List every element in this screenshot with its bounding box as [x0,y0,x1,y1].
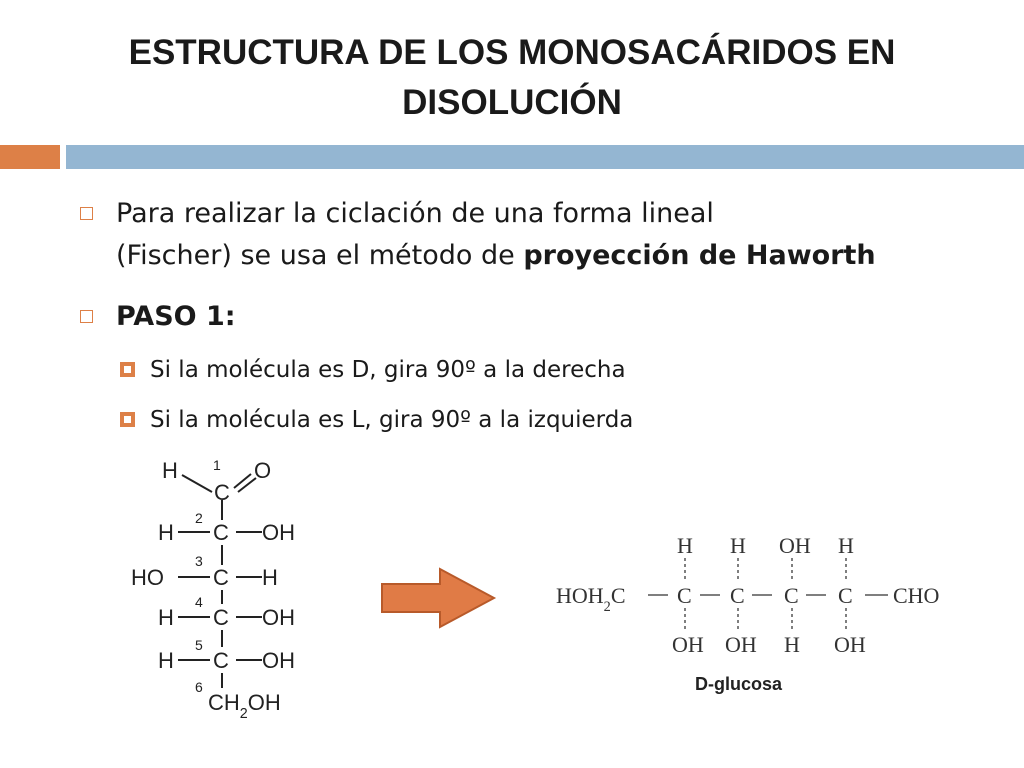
fischer-top-c: C [214,480,230,505]
haworth-top-2: H [730,533,746,558]
fischer-left-2: H [158,520,174,545]
bullet-line-1: Para realizar la ciclación de una forma lineal [116,198,714,229]
haworth-c4: C [838,583,853,608]
haworth-c3: C [784,583,799,608]
fischer-right-2: OH [262,520,295,545]
sub-bullet-text: Si la molécula es D, gira 90º a la derecha [150,357,626,383]
bullet-label: PASO 1: [116,301,236,332]
fischer-num-2: 2 [195,510,203,526]
haworth-caption: D-glucosa [695,674,783,694]
haworth-top-4: H [838,533,854,558]
haworth-c1: C [677,583,692,608]
haworth-top-1: H [677,533,693,558]
fischer-left-4: H [158,605,174,630]
fischer-top-h: H [162,458,178,483]
haworth-bottom-4: OH [834,632,866,657]
fischer-left-5: H [158,648,174,673]
bullet-line-2-prefix: (Fischer) se usa el método de [116,240,524,271]
haworth-bottom-1: OH [672,632,704,657]
fischer-right-4: OH [262,605,295,630]
fischer-num-4: 4 [195,594,203,610]
title-line-1: ESTRUCTURA DE LOS MONOSACÁRIDOS EN [128,33,896,72]
fischer-c-4: C [213,605,229,630]
fischer-c-5: C [213,648,229,673]
fischer-num-5: 5 [195,637,203,653]
haworth-c2: C [730,583,745,608]
fischer-left-3: HO [131,565,164,590]
fischer-c-2: C [213,520,229,545]
fischer-num-1: 1 [213,457,221,473]
fischer-c-3: C [213,565,229,590]
fischer-bottom-group: $CH_2OH$ [208,690,281,722]
haworth-bottom-2: OH [725,632,757,657]
bullet-line-2-bold: proyección de Haworth [523,240,876,271]
haworth-left-group: $HOH_2C$ [556,583,626,615]
haworth-right-group: CHO [893,583,940,608]
fischer-right-5: OH [262,648,295,673]
fischer-num-3: 3 [195,553,203,569]
title-line-2: DISOLUCIÓN [402,83,622,122]
haworth-top-3: OH [779,533,811,558]
fischer-top-o: O [254,458,272,483]
fischer-right-3: H [262,565,278,590]
haworth-bottom-3: H [784,632,800,657]
sub-bullet-text: Si la molécula es L, gira 90º a la izquierda [150,407,634,433]
fischer-num-6: 6 [195,679,203,695]
